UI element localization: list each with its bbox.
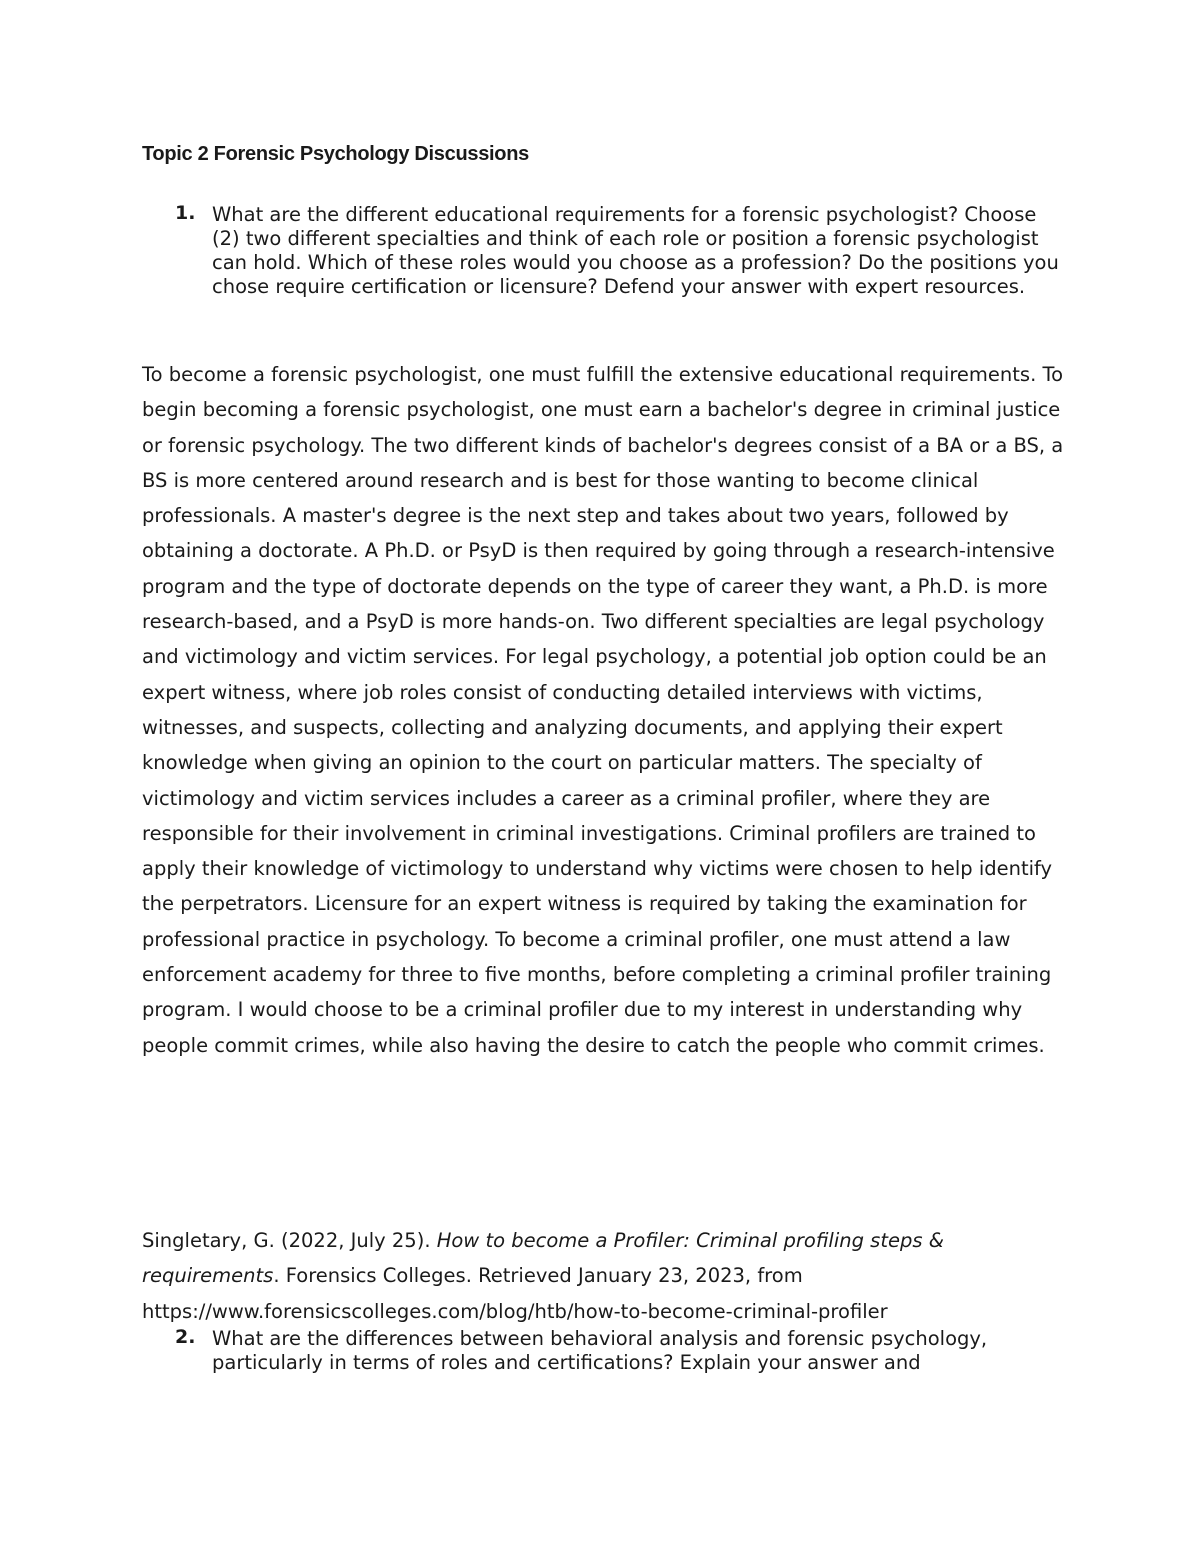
answer-1-paragraph: To become a forensic psychologist, one must fulfill the extensive educational requirements. To begin becoming a forensic psychologist, one must earn a bachelor's degree in criminal justice or forensic psychology. The two different kinds of bachelor's degrees consist of a BA or a BS, a BS is more centered around research and is best for those wanting to become clinical professionals. A master's degree is the next step and takes about two years, followed by obtaining a doctorate. A Ph.D. or PsyD is then required by going through a research-intensive program and the type of doctorate depends on the type of career they want, a Ph.D. is more research-based, and a PsyD is more hands-on. Two different specialties are legal psychology and victimology and victim services. For legal psychology, a potential job option could be an expert witness, where job roles consist of conducting detailed interviews with victims, witnesses, and suspects, collecting and analyzing documents, and applying their expert knowledge when giving an opinion to the court on particular matters. The specialty of victimology and victim services includes a career as a criminal profiler, where they are responsible for their involvement in criminal investigations. Criminal profilers are trained to apply their knowledge of victimology to understand why victims were chosen to help identify the perpetrators. Licensure for an expert witness is required by taking the examination for professional practice in psychology. To become a criminal profiler, one must attend a law enforcement academy for three to five months, before completing a criminal profiler training program. I would choose to be a criminal profiler due to my interest in understanding why people commit crimes, while also having the desire to catch the people who commit crimes. xyxy=(142,363,1064,1057)
question-2-text: What are the differences between behavioral analysis and forensic psychology, particularly in terms of roles and certifications? Explain your answer and xyxy=(212,1327,988,1374)
reference-work-title: How to become a Profiler: Criminal profiling steps & requirements xyxy=(142,1229,944,1288)
question-1-number: 1. xyxy=(175,202,196,224)
question-1-text: What are the different educational requirements for a forensic psychologist? Choose (2) two different specialties and think of each role or position a forensic psychologist can hold. Which of these roles would you choose as a profession? Do the positions you chose require certification or licensure? Defend your answer with expert resources. xyxy=(212,203,1059,298)
reference-citation xyxy=(142,1223,1067,1329)
reference-url[interactable]: https://www.forensicscolleges.com/blog/htb/how-to-become-criminal-profiler xyxy=(142,1299,888,1323)
question-2-number: 2. xyxy=(175,1326,196,1348)
document-title: Topic 2 Forensic Psychology Discussions xyxy=(142,143,529,165)
reference-author-date: Singletary, G. (2022, July 25). xyxy=(142,1229,437,1252)
reference-publisher-retrieved: . Forensics Colleges. Retrieved January 23, 2023, from xyxy=(273,1264,803,1288)
